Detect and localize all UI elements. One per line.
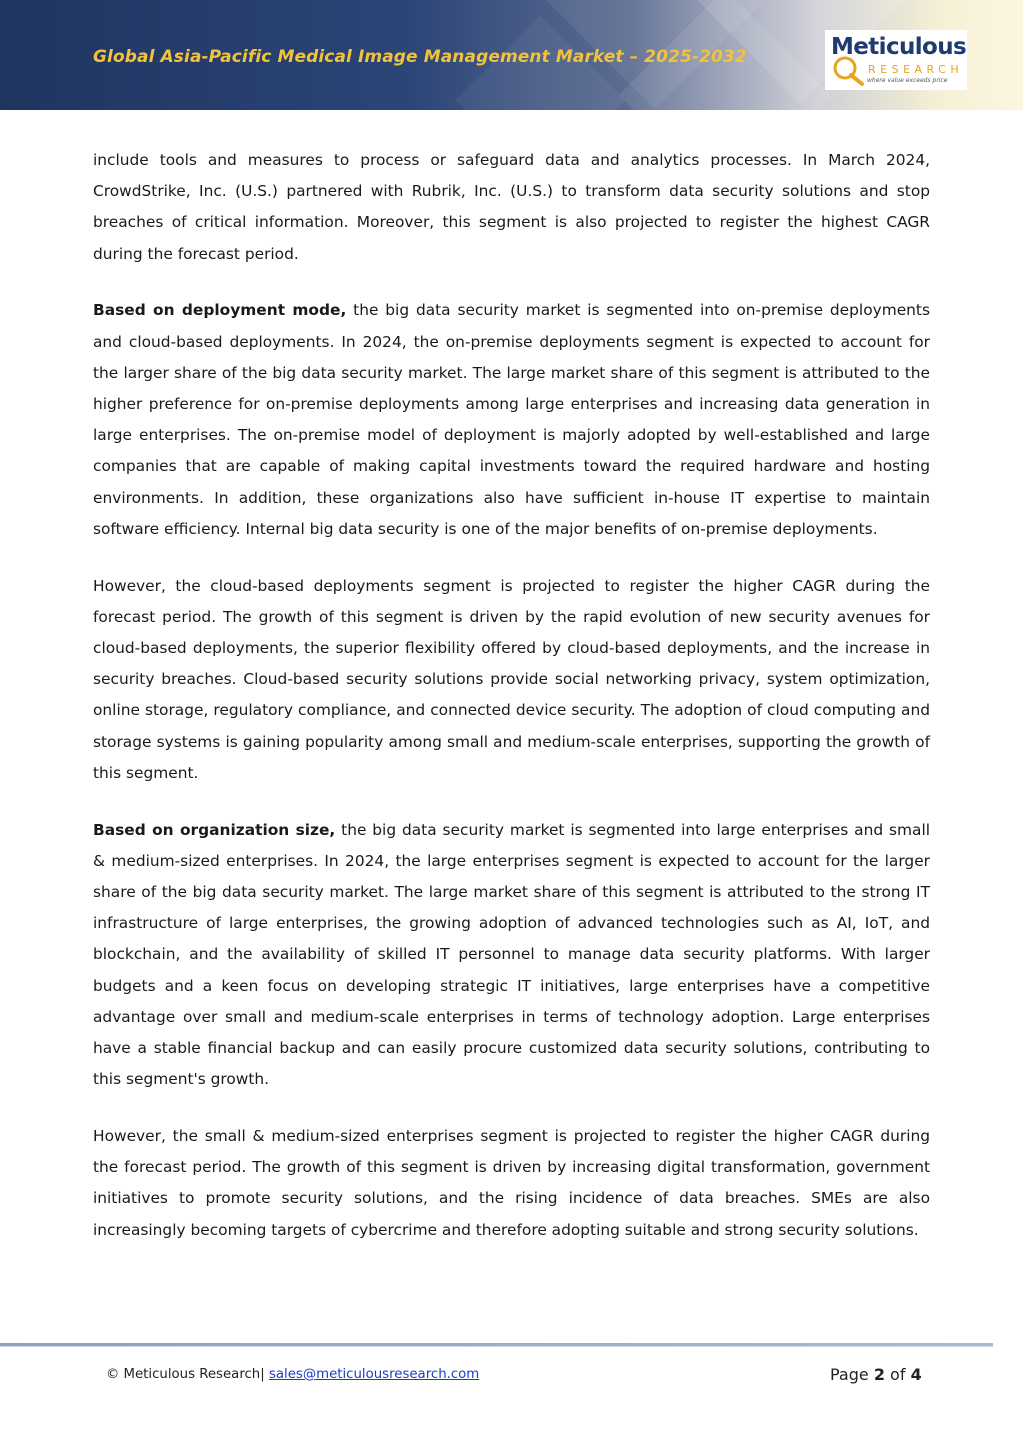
paragraph: However, the cloud-based deployments segment is projected to register the higher CAGR during the forecast period. The growth of this segment is driven by the rapid evolution of new security avenues for cloud-based deployments, the superior flexibility offered by cloud-based deployments, and the increase in security breaches. Cloud-based security solutions provide social networking privacy, system optimization, online storage, regulatory compliance, and connected device security. The adoption of cloud computing and storage systems is gaining popularity among small and medium-scale enterprises, supporting the growth of this segment. bbox=[93, 576, 930, 782]
logo-name: Meticulous bbox=[831, 34, 967, 60]
page-header-banner bbox=[0, 0, 1023, 110]
company-logo bbox=[825, 30, 967, 90]
document-title: Global Asia-Pacific Medical Image Management Market – 2025-2032 bbox=[93, 47, 747, 67]
paragraph: However, the small & medium-sized enterprises segment is projected to register the higher CAGR during the forecast period. The growth of this segment is driven by increasing digital transformation, government initiatives to promote security solutions, and the rising incidence of data breaches. SMEs are also increasingly becoming targets of cybercrime and therefore adopting suitable and strong security solutions. bbox=[93, 1127, 930, 1239]
paragraph: include tools and measures to process or safeguard data and analytics processes. In March 2024, CrowdStrike, Inc. (U.S.) partnered with Rubrik, Inc. (U.S.) to transform data security solutions and stop breaches of critical information. Moreover, this segment is also projected to register the highest CAGR during the forecast period. bbox=[93, 151, 930, 263]
paragraph: Based on deployment mode, the big data security market is segmented into on-premise deployments and cloud-based deployments. In 2024, the on-premise deployments segment is expected to account for the larger share of the big data security market. The large market share of this segment is attributed to the higher preference for on-premise deployments among large enterprises and increasing data generation in large enterprises. The on-premise model of deployment is majorly adopted by well-established and large companies that are capable of making capital investments toward the required hardware and hosting environments. In addition, these organizations also have sufficient in-house IT expertise to maintain software efficiency. Internal big data security is one of the major benefits of on-premise deployments. bbox=[93, 301, 930, 538]
logo-subtitle: RESEARCH bbox=[868, 63, 964, 76]
footer-copyright: © Meticulous Research| sales@meticulousresearch.com bbox=[106, 1367, 480, 1382]
footer-divider bbox=[0, 1343, 993, 1347]
paragraph-lead: Based on organization size, bbox=[93, 820, 336, 839]
page-number: Page 2 of 4 bbox=[830, 1365, 922, 1384]
paragraph-lead: Based on deployment mode, bbox=[93, 301, 347, 320]
report-body bbox=[93, 145, 930, 1271]
email-link[interactable]: sales@meticulousresearch.com bbox=[268, 1367, 480, 1382]
paragraph: Based on organization size, the big data security market is segmented into large enterprises and small & medium-sized enterprises. In 2024, the large enterprises segment is expected to account for the larger share of the big data security market. The large market share of this segment is attributed to the strong IT infrastructure of large enterprises, the growing adoption of advanced technologies such as AI, IoT, and blockchain, and the availability of skilled IT personnel to manage data security platforms. With larger budgets and a keen focus on developing strategic IT initiatives, large enterprises have a competitive advantage over small and medium-scale enterprises in terms of technology adoption. Large enterprises have a stable financial backup and can easily procure customized data security solutions, contributing to this segment's growth. bbox=[93, 820, 931, 1089]
magnifier-icon bbox=[831, 56, 867, 86]
logo-tagline: where value exceeds price bbox=[867, 77, 948, 84]
